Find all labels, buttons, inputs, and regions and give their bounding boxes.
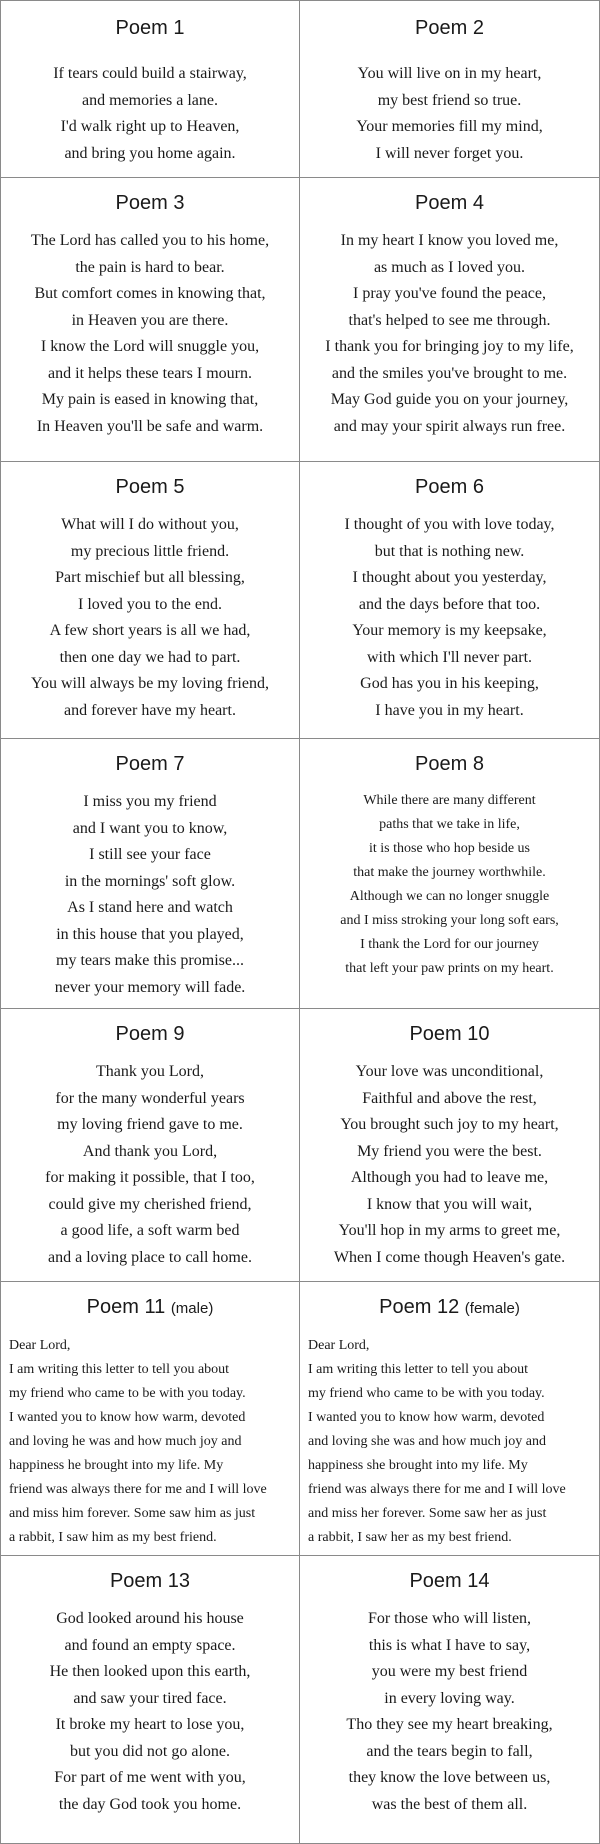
poem-line: a rabbit, I saw him as my best friend. (9, 1530, 217, 1545)
poem-subtitle: (female) (464, 1300, 520, 1317)
poem-line: could give my cherished friend, (48, 1195, 252, 1213)
poem-line: I am writing this letter to tell you about (9, 1362, 230, 1377)
poem-line: never your memory will fade. (54, 978, 246, 996)
poem-line: Although you had to leave me, (350, 1169, 549, 1186)
poem-line: a good life, a soft warm bed (60, 1222, 240, 1239)
poem-line: But comfort comes in knowing that, (34, 285, 266, 302)
poem-card (300, 739, 599, 1008)
poem-line: I know the Lord will snuggle you, (40, 338, 260, 355)
poem-line: this is what I have to say, (368, 1636, 531, 1654)
poem-line: and the smiles you've brought to me. (331, 364, 568, 382)
poem-card (300, 1, 599, 177)
poem-line: My friend you were the best. (357, 1142, 542, 1160)
poem-line: with which I'll never part. (366, 648, 533, 666)
poem-line: then one day we had to part. (59, 648, 241, 666)
poem-row (1, 739, 599, 1009)
poem-title-text: Poem 4 (415, 192, 484, 214)
poem-line: but that is nothing new. (374, 542, 525, 560)
poem-line: happiness she brought into my life. My (308, 1458, 528, 1473)
poem-line: in the mornings' soft glow. (64, 872, 236, 890)
poem-line: in this house that you played, (56, 925, 244, 943)
poem-line: my friend who came to be with you today. (9, 1386, 246, 1401)
poem-line: He then looked upon this earth, (49, 1663, 251, 1680)
poem-line: it is those who hop beside us (369, 841, 530, 856)
poem-line: Dear Lord, (308, 1338, 370, 1353)
poem-line: the day God took you home. (58, 1795, 242, 1813)
poem-body (1, 61, 299, 167)
poem-line: I still see your face (89, 846, 211, 863)
poem-title (1, 190, 299, 216)
poem-line: As I stand here and watch (67, 899, 233, 916)
poem-card (1, 739, 300, 1008)
poem-line: that left your paw prints on my heart. (345, 961, 554, 976)
poem-title (300, 1021, 599, 1047)
poem-body (1, 512, 299, 724)
poem-line: While there are many different (363, 793, 536, 808)
poem-card (1, 1, 300, 177)
poem-line: I thought of you with love today, (344, 516, 555, 533)
poem-card (300, 178, 599, 461)
poem-title-text: Poem 10 (409, 1023, 490, 1045)
poem-line: my friend who came to be with you today. (308, 1386, 545, 1401)
poem-line: and miss him forever. Some saw him as just (9, 1506, 256, 1521)
poem-line: You'll hop in my arms to greet me, (338, 1222, 561, 1239)
poem-body (300, 228, 599, 440)
poem-row (1, 462, 599, 739)
poem-line: that's helped to see me through. (348, 311, 551, 329)
poem-body (300, 1334, 599, 1550)
poem-line: And thank you Lord, (82, 1142, 218, 1160)
poem-body (1, 1606, 299, 1818)
poem-card (1, 1009, 300, 1281)
poem-line: Faithful and above the rest, (362, 1089, 537, 1107)
poem-line: for making it possible, that I too, (45, 1169, 255, 1186)
poem-line: I wanted you to know how warm, devoted (9, 1410, 246, 1425)
poem-line: friend was always there for me and I will love (308, 1482, 566, 1497)
poem-title-text: Poem 12 (379, 1296, 460, 1318)
poem-line: In Heaven you'll be safe and warm. (36, 417, 264, 435)
poem-line: Tho they see my heart breaking, (346, 1716, 553, 1733)
poem-body (1, 1334, 299, 1550)
poem-line: When I come though Heaven's gate. (333, 1248, 566, 1266)
poem-line: the pain is hard to bear. (75, 258, 225, 276)
poem-title (1, 1294, 299, 1322)
poem-title (1, 1568, 299, 1594)
poem-line: my tears make this promise... (56, 952, 244, 969)
poem-title (300, 474, 599, 500)
poem-line: I thought about you yesterday, (352, 569, 547, 586)
poem-line: my best friend so true. (377, 91, 522, 109)
poem-body (300, 61, 599, 167)
poem-title (1, 1021, 299, 1047)
poem-line: I wanted you to know how warm, devoted (308, 1410, 545, 1425)
poem-title (300, 190, 599, 216)
poem-line: I am writing this letter to tell you about (308, 1362, 529, 1377)
poem-card (300, 1009, 599, 1281)
poem-line: and saw your tired face. (73, 1689, 227, 1707)
poem-line: happiness he brought into my life. My (9, 1458, 224, 1473)
poem-body (300, 512, 599, 724)
poem-line: and memories a lane. (82, 91, 218, 109)
poem-line: Dear Lord, (9, 1338, 71, 1353)
poem-title (1, 751, 299, 777)
poem-line: and may your spirit always run free. (333, 417, 566, 435)
poem-line: I loved you to the end. (78, 595, 222, 613)
poem-line: and forever have my heart. (64, 701, 236, 719)
poem-title-text: Poem 1 (115, 17, 185, 39)
poem-body (300, 1606, 599, 1818)
poem-card (300, 1282, 599, 1555)
poem-title (1, 474, 299, 500)
poem-line: Your memory is my keepsake, (352, 622, 547, 639)
poem-title-text: Poem 7 (115, 753, 185, 775)
poem-line: I will never forget you. (375, 144, 524, 162)
poem-line: What will I do without you, (61, 516, 239, 533)
poem-line: friend was always there for me and I will love (9, 1482, 267, 1497)
poem-line: I'd walk right up to Heaven, (60, 118, 240, 135)
poem-line: but you did not go alone. (70, 1742, 230, 1760)
poem-line: I thank the Lord for our journey (360, 937, 539, 952)
poem-card (1, 462, 300, 738)
poem-line: I have you in my heart. (375, 701, 524, 719)
poem-line: May God guide you on your journey, (330, 391, 569, 408)
poem-title-text: Poem 3 (115, 192, 185, 214)
poem-title-text: Poem 11 (86, 1296, 166, 1318)
poem-line: I know that you will wait, (366, 1195, 533, 1213)
poem-title-text: Poem 8 (415, 753, 484, 775)
poem-line: my precious little friend. (70, 542, 230, 560)
poem-card (1, 1556, 300, 1843)
poem-line: that make the journey worthwhile. (353, 865, 546, 880)
poem-body (300, 789, 599, 981)
poem-line: Part mischief but all blessing, (55, 569, 245, 586)
poem-line: God looked around his house (56, 1610, 244, 1627)
poem-line: and a loving place to call home. (48, 1248, 252, 1266)
poem-line: Your love was unconditional, (355, 1063, 544, 1080)
poem-body (1, 1059, 299, 1271)
poem-line: paths that we take in life, (379, 817, 520, 832)
poem-line: and I want you to know, (72, 819, 228, 837)
poem-line: a rabbit, I saw her as my best friend. (308, 1530, 512, 1545)
poem-title-text: Poem 9 (115, 1023, 185, 1045)
poem-line: and it helps these tears I mourn. (48, 364, 252, 382)
poem-card (1, 178, 300, 461)
poem-line: You will always be my loving friend, (31, 675, 269, 692)
poem-title-text: Poem 5 (115, 476, 185, 498)
poem-card (1, 1282, 300, 1555)
poem-line: I pray you've found the peace, (352, 285, 547, 302)
poem-line: For part of me went with you, (54, 1769, 246, 1786)
poem-line: for the many wonderful years (55, 1089, 245, 1107)
poem-body (1, 228, 299, 440)
poem-line: and loving he was and how much joy and (9, 1434, 242, 1449)
poem-line: It broke my heart to lose you, (55, 1716, 245, 1733)
poem-line: If tears could build a stairway, (53, 65, 247, 82)
poem-line: you were my best friend (371, 1663, 528, 1680)
poem-line: and found an empty space. (64, 1636, 236, 1654)
poem-title (1, 15, 299, 41)
poem-line: and bring you home again. (64, 144, 236, 162)
poem-line: my loving friend gave to me. (57, 1116, 243, 1133)
poem-line: as much as I loved you. (373, 258, 526, 276)
poem-subtitle: (male) (170, 1300, 214, 1317)
poem-line: I thank you for bringing joy to my life, (325, 338, 574, 355)
poem-row (1, 1556, 599, 1844)
poem-line: Thank you Lord, (96, 1063, 204, 1080)
poem-row (1, 178, 599, 462)
poem-body (300, 1059, 599, 1271)
poem-title (300, 751, 599, 777)
poem-row (1, 1009, 599, 1282)
poem-line: and I miss stroking your long soft ears, (340, 913, 559, 928)
poem-row (1, 1282, 599, 1556)
poem-body (1, 789, 299, 1001)
poem-line: was the best of them all. (371, 1795, 528, 1813)
poem-line: they know the love between us, (348, 1769, 551, 1786)
poem-line: For those who will listen, (367, 1610, 532, 1627)
poem-title-text: Poem 6 (415, 476, 484, 498)
poem-line: and loving she was and how much joy and (308, 1434, 546, 1449)
poem-line: God has you in his keeping, (360, 675, 539, 692)
poem-line: Although we can no longer snuggle (349, 889, 550, 904)
poem-line: and miss her forever. Some saw her as just (308, 1506, 547, 1521)
poem-title-text: Poem 14 (409, 1570, 490, 1592)
poem-line: You will live on in my heart, (357, 65, 542, 82)
poem-line: A few short years is all we had, (49, 622, 251, 639)
poem-row (1, 1, 599, 178)
poem-title-text: Poem 2 (415, 17, 484, 39)
poem-line: Your memories fill my mind, (356, 118, 543, 135)
poem-line: I miss you my friend (83, 793, 217, 810)
poem-title (300, 1294, 599, 1322)
poem-title (300, 1568, 599, 1594)
poem-title-text: Poem 13 (109, 1570, 191, 1592)
poem-line: in Heaven you are there. (71, 311, 229, 329)
poem-line: You brought such joy to my heart, (340, 1116, 559, 1133)
poem-line: and the days before that too. (358, 595, 541, 613)
poem-card (300, 1556, 599, 1843)
poem-line: The Lord has called you to his home, (30, 232, 270, 249)
poem-line: in every loving way. (384, 1689, 515, 1707)
poem-line: and the tears begin to fall, (366, 1742, 533, 1760)
poem-card (300, 462, 599, 738)
poem-line: My pain is eased in knowing that, (41, 391, 259, 408)
poem-line: In my heart I know you loved me, (340, 232, 559, 249)
poem-title (300, 15, 599, 41)
